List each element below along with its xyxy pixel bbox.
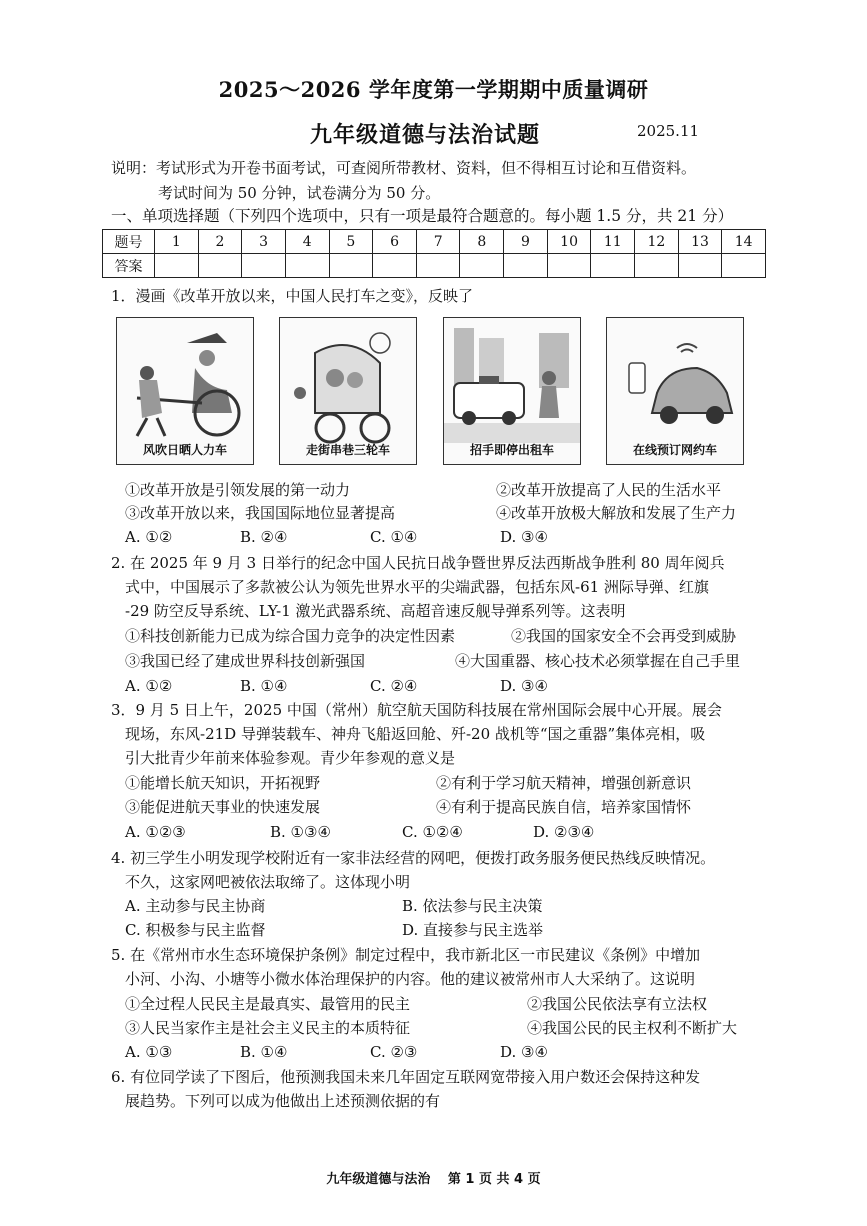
answer-cell[interactable] (198, 254, 242, 278)
table-cell-number: 12 (635, 230, 679, 254)
q4-choice-c[interactable]: C. 积极参与民主监督 (125, 921, 266, 939)
q3-choice-a[interactable]: A. ①②③ (125, 823, 186, 841)
q5-option-1: ①全过程人民民主是最真实、最管用的民主 (125, 995, 411, 1013)
instructions-line2: 考试时间为 50 分钟，试卷满分为 50 分。 (158, 184, 441, 202)
answer-cell[interactable] (460, 254, 504, 278)
caption-rickshaw: 风吹日晒人力车 (142, 443, 227, 457)
q4-choice-a[interactable]: A. 主动参与民主协商 (125, 897, 266, 915)
cartoon-panel-taxi (443, 317, 581, 465)
q2-option-4: ④大国重器、核心技术必须掌握在自己手里 (455, 652, 741, 670)
table-cell-number: 11 (591, 230, 635, 254)
answer-cell[interactable] (591, 254, 635, 278)
q2-option-1: ①科技创新能力已成为综合国力竞争的决定性因素 (125, 627, 456, 645)
q2-option-2: ②我国的国家安全不会再受到威胁 (511, 627, 737, 645)
cartoon-panel-ridehail (606, 317, 744, 465)
caption-ridehail: 在线预订网约车 (632, 443, 717, 457)
q1-option-4: ④改革开放极大解放和发展了生产力 (496, 504, 737, 522)
table-cell-number: 9 (504, 230, 548, 254)
table-cell-number: 10 (547, 230, 591, 254)
exam-title: 2025～2026 学年度第一学期期中质量调研 (218, 77, 649, 102)
q2-choice-a[interactable]: A. ①② (125, 677, 173, 695)
answer-table-answer-row (103, 254, 766, 278)
caption-tricycle: 走街串巷三轮车 (305, 443, 390, 457)
q2-choice-b[interactable]: B. ①④ (240, 677, 288, 695)
table-cell-number: 5 (329, 230, 373, 254)
q5-choice-b[interactable]: B. ①④ (240, 1043, 288, 1061)
answer-cell[interactable] (635, 254, 679, 278)
table-header-number: 题号 (103, 230, 155, 254)
table-cell-number: 6 (373, 230, 417, 254)
table-cell-number: 14 (722, 230, 766, 254)
answer-cell[interactable] (155, 254, 199, 278)
q4-choice-b[interactable]: B. 依法参与民主决策 (402, 897, 543, 915)
table-cell-number: 8 (460, 230, 504, 254)
q2-option-3: ③我国已经了建成世界科技创新强国 (125, 652, 366, 670)
q6-stem-line2: 展趋势。下列可以成为他做出上述预测依据的有 (125, 1092, 441, 1110)
q1-choice-d[interactable]: D. ③④ (500, 528, 548, 546)
page-footer: 九年级道德与法治 第 1 页 共 4 页 (326, 1172, 541, 1187)
q2-stem-line1: 2. 在 2025 年 9 月 3 日举行的纪念中国人民抗日战争暨世界反法西斯战争胜利 80 周年阅兵 (111, 554, 725, 572)
answer-cell[interactable] (504, 254, 548, 278)
q3-choice-c[interactable]: C. ①②④ (402, 823, 463, 841)
q3-option-1: ①能增长航天知识，开拓视野 (125, 774, 321, 792)
q1-option-1: ①改革开放是引领发展的第一动力 (125, 481, 351, 499)
answer-cell[interactable] (285, 254, 329, 278)
caption-taxi: 招手即停出租车 (469, 443, 554, 457)
answer-cell[interactable] (242, 254, 286, 278)
exam-subtitle: 九年级道德与法治试题 (310, 122, 541, 148)
answer-cell[interactable] (547, 254, 591, 278)
answer-cell[interactable] (678, 254, 722, 278)
section1-heading: 一、单项选择题（下列四个选项中，只有一项是最符合题意的。每小题 1.5 分，共 21 分） (111, 207, 734, 225)
q5-option-3: ③人民当家作主是社会主义民主的本质特征 (125, 1019, 411, 1037)
q1-stem: 1．漫画《改革开放以来，中国人民打车之变》，反映了 (111, 287, 474, 305)
q5-choice-d[interactable]: D. ③④ (500, 1043, 548, 1061)
q5-option-4: ④我国公民的民主权利不断扩大 (527, 1019, 738, 1037)
table-cell-number: 2 (198, 230, 242, 254)
q3-stem-line2: 现场，东风-21D 导弹装载车、神舟飞船返回舱、歼-20 战机等“国之重器”集体亮相，吸 (125, 725, 706, 743)
q6-stem-line1: 6. 有位同学读了下图后，他预测我国未来几年固定互联网宽带接入用户数还会保持这种发 (111, 1068, 701, 1086)
table-cell-number: 3 (242, 230, 286, 254)
q1-choice-b[interactable]: B. ②④ (240, 528, 288, 546)
q3-choice-d[interactable]: D. ②③④ (533, 823, 595, 841)
table-cell-number: 7 (416, 230, 460, 254)
cartoon-panel-tricycle (279, 317, 417, 465)
answer-cell[interactable] (373, 254, 417, 278)
q2-choice-d[interactable]: D. ③④ (500, 677, 548, 695)
answer-table-number-row (103, 230, 766, 254)
q1-option-2: ②改革开放提高了人民的生活水平 (496, 481, 722, 499)
q4-stem-line1: 4. 初三学生小明发现学校附近有一家非法经营的网吧，便拨打政务服务便民热线反映情况。 (111, 849, 716, 867)
answer-cell[interactable] (329, 254, 373, 278)
cartoon-panel-rickshaw (116, 317, 254, 465)
q1-option-3: ③改革开放以来，我国国际地位显著提高 (125, 504, 396, 522)
q5-choice-c[interactable]: C. ②③ (370, 1043, 418, 1061)
q1-choice-c[interactable]: C. ①④ (370, 528, 418, 546)
q3-stem-line1: 3．9 月 5 日上午，2025 中国（常州）航空航天国防科技展在常州国际会展中心开展。展会 (111, 701, 722, 719)
answer-cell[interactable] (722, 254, 766, 278)
q1-choice-a[interactable]: A. ①② (125, 528, 173, 546)
q2-choice-c[interactable]: C. ②④ (370, 677, 418, 695)
instructions-line1: 说明：考试形式为开卷书面考试，可查阅所带教材、资料，但不得相互讨论和互借资料。 (111, 159, 697, 177)
q2-stem-line3: -29 防空反导系统、LY-1 激光武器系统、高超音速反舰导弹系列等。这表明 (125, 602, 626, 620)
q5-stem-line2: 小河、小沟、小塘等小微水体治理保护的内容。他的建议被常州市人大采纳了。这说明 (125, 970, 696, 988)
table-cell-number: 4 (285, 230, 329, 254)
exam-date: 2025.11 (637, 122, 700, 140)
q5-choice-a[interactable]: A. ①③ (125, 1043, 173, 1061)
q5-stem-line1: 5. 在《常州市水生态环境保护条例》制定过程中，我市新北区一市民建议《条例》中增加 (111, 946, 701, 964)
table-cell-number: 13 (678, 230, 722, 254)
answer-table (102, 229, 766, 278)
q4-stem-line2: 不久，这家网吧被依法取缔了。这体现小明 (125, 873, 411, 891)
q2-stem-line2: 式中，中国展示了多款被公认为领先世界水平的尖端武器，包括东风-61 洲际导弹、红旗 (125, 578, 709, 596)
q3-option-4: ④有利于提高民族自信，培养家国情怀 (436, 798, 692, 816)
q3-option-3: ③能促进航天事业的快速发展 (125, 798, 321, 816)
q5-option-2: ②我国公民依法享有立法权 (527, 995, 708, 1013)
q3-choice-b[interactable]: B. ①③④ (270, 823, 331, 841)
q3-stem-line3: 引大批青少年前来体验参观。青少年参观的意义是 (125, 749, 456, 767)
q4-choice-d[interactable]: D. 直接参与民主选举 (402, 921, 544, 939)
table-header-answer: 答案 (103, 254, 155, 278)
table-cell-number: 1 (155, 230, 199, 254)
answer-cell[interactable] (416, 254, 460, 278)
q3-option-2: ②有利于学习航天精神，增强创新意识 (436, 774, 692, 792)
